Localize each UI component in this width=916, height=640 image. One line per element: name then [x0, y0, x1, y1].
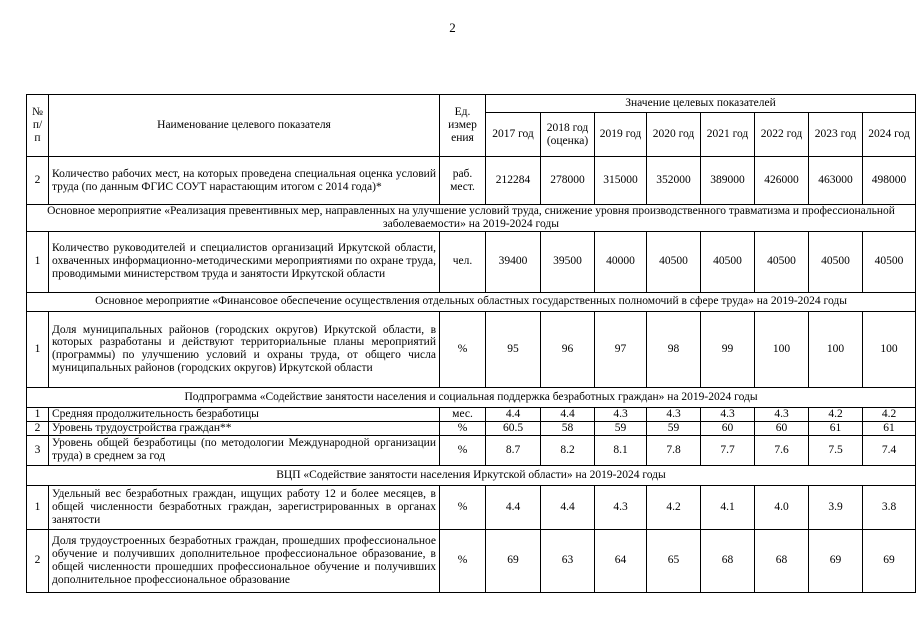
row-number: 2	[27, 157, 49, 205]
indicator-unit: %	[440, 421, 486, 435]
section-heading: Основное мероприятие «Реализация превентивных мер, направленных на улучшение условий труда, снижение уровня производственного травматизма и профессиональной заболеваемости» на 2019-2024 годы	[27, 205, 916, 232]
indicator-unit: чел.	[440, 231, 486, 292]
indicator-value: 60	[755, 421, 809, 435]
indicator-value: 58	[541, 421, 595, 435]
header-year: 2021 год	[701, 113, 755, 157]
header-year: 2018 год (оценка)	[541, 113, 595, 157]
row-number: 1	[27, 231, 49, 292]
table-body	[27, 157, 916, 593]
indicator-value: 63	[541, 529, 595, 592]
indicator-value: 4.4	[486, 485, 541, 529]
header-row	[27, 95, 916, 113]
header-year: 2024 год	[863, 113, 916, 157]
indicator-value: 40500	[701, 231, 755, 292]
indicator-unit: %	[440, 435, 486, 465]
indicator-value: 8.1	[595, 435, 647, 465]
indicator-value: 96	[541, 311, 595, 387]
indicator-value: 7.4	[863, 435, 916, 465]
indicator-value: 68	[701, 529, 755, 592]
header-year: 2017 год	[486, 113, 541, 157]
header-name: Наименование целевого показателя	[49, 95, 440, 157]
page-number: 2	[449, 20, 456, 35]
indicator-name: Уровень общей безработицы (по методологии Международной организации труда) в среднем за год	[49, 435, 440, 465]
indicator-value: 389000	[701, 157, 755, 205]
indicator-name: Доля трудоустроенных безработных граждан, прошедших профессиональное обучение и получивших дополнительное профессиональное образование, в общей численности прошедших профессиональное обучение и получивших дополнительное профессиональное образование	[49, 529, 440, 592]
indicator-value: 4.4	[486, 407, 541, 421]
indicator-value: 40500	[647, 231, 701, 292]
table-row	[27, 435, 916, 465]
indicator-value: 8.7	[486, 435, 541, 465]
indicator-value: 4.0	[755, 485, 809, 529]
header-year: 2020 год	[647, 113, 701, 157]
indicator-value: 65	[647, 529, 701, 592]
indicator-unit: %	[440, 311, 486, 387]
indicator-name: Средняя продолжительность безработицы	[49, 407, 440, 421]
indicator-value: 39400	[486, 231, 541, 292]
section-heading-row	[27, 205, 916, 232]
indicator-value: 4.3	[701, 407, 755, 421]
indicator-unit: %	[440, 485, 486, 529]
indicator-name: Уровень трудоустройства граждан**	[49, 421, 440, 435]
indicator-value: 4.3	[755, 407, 809, 421]
indicator-value: 4.4	[541, 485, 595, 529]
indicator-name: Доля муниципальных районов (городских округов) Иркутской области, в которых разработаны и действуют территориальные планы мероприятий (программы) по улучшению условий и охраны труда, от общего числа муниципальных районов (городских округов) Иркутской области	[49, 311, 440, 387]
indicator-value: 315000	[595, 157, 647, 205]
indicator-value: 426000	[755, 157, 809, 205]
indicator-value: 40000	[595, 231, 647, 292]
indicator-value: 97	[595, 311, 647, 387]
indicator-value: 40500	[755, 231, 809, 292]
row-number: 1	[27, 485, 49, 529]
indicator-value: 99	[701, 311, 755, 387]
indicator-value: 61	[809, 421, 863, 435]
row-number: 3	[27, 435, 49, 465]
indicator-value: 4.2	[863, 407, 916, 421]
indicator-value: 98	[647, 311, 701, 387]
table-row	[27, 311, 916, 387]
header-year: 2019 год	[595, 113, 647, 157]
indicator-value: 463000	[809, 157, 863, 205]
indicator-value: 69	[486, 529, 541, 592]
indicator-value: 498000	[863, 157, 916, 205]
indicator-value: 7.6	[755, 435, 809, 465]
indicator-value: 7.5	[809, 435, 863, 465]
indicator-value: 59	[595, 421, 647, 435]
indicator-value: 69	[809, 529, 863, 592]
indicator-value: 212284	[486, 157, 541, 205]
indicator-value: 40500	[863, 231, 916, 292]
row-number: 1	[27, 311, 49, 387]
row-number: 2	[27, 529, 49, 592]
indicator-value: 100	[863, 311, 916, 387]
header-year: 2023 год	[809, 113, 863, 157]
indicator-value: 4.1	[701, 485, 755, 529]
indicator-value: 68	[755, 529, 809, 592]
indicator-value: 4.3	[595, 407, 647, 421]
row-number: 1	[27, 407, 49, 421]
indicator-value: 4.3	[595, 485, 647, 529]
indicator-value: 7.7	[701, 435, 755, 465]
indicator-value: 69	[863, 529, 916, 592]
indicator-value: 59	[647, 421, 701, 435]
indicator-value: 8.2	[541, 435, 595, 465]
table-row	[27, 231, 916, 292]
indicator-name: Удельный вес безработных граждан, ищущих работу 12 и более месяцев, в общей численности безработных граждан, зарегистрированных в органах занятости	[49, 485, 440, 529]
indicator-value: 40500	[809, 231, 863, 292]
section-heading: ВЦП «Содействие занятости населения Иркутской области» на 2019-2024 годы	[27, 465, 916, 485]
indicator-value: 61	[863, 421, 916, 435]
indicator-value: 3.9	[809, 485, 863, 529]
section-heading-row	[27, 387, 916, 407]
indicator-value: 3.8	[863, 485, 916, 529]
header-year: 2022 год	[755, 113, 809, 157]
indicator-value: 100	[755, 311, 809, 387]
header-unit: Ед. измер ения	[440, 95, 486, 157]
indicator-value: 60.5	[486, 421, 541, 435]
indicator-unit: мес.	[440, 407, 486, 421]
table-row	[27, 529, 916, 592]
indicator-value: 95	[486, 311, 541, 387]
table-row	[27, 421, 916, 435]
indicator-value: 7.8	[647, 435, 701, 465]
header-num: № п/п	[27, 95, 49, 157]
table-row	[27, 407, 916, 421]
indicator-value: 352000	[647, 157, 701, 205]
section-heading-row	[27, 292, 916, 311]
table-row	[27, 157, 916, 205]
indicator-unit: %	[440, 529, 486, 592]
indicator-unit: раб. мест.	[440, 157, 486, 205]
indicator-value: 278000	[541, 157, 595, 205]
target-indicators-table	[26, 94, 916, 593]
indicator-value: 4.3	[647, 407, 701, 421]
header-values: Значение целевых показателей	[486, 95, 916, 113]
indicator-value: 60	[701, 421, 755, 435]
indicator-name: Количество руководителей и специалистов организаций Иркутской области, охваченных информационно-методическими мероприятиями по охране труда, проводимыми министерством труда и занятости Иркутской области	[49, 231, 440, 292]
indicator-value: 39500	[541, 231, 595, 292]
indicator-value: 100	[809, 311, 863, 387]
section-heading-row	[27, 465, 916, 485]
indicator-name: Количество рабочих мест, на которых проведена специальная оценка условий труда (по данным ФГИС СОУТ нарастающим итогом с 2014 года)*	[49, 157, 440, 205]
indicator-value: 4.2	[647, 485, 701, 529]
indicator-value: 4.2	[809, 407, 863, 421]
section-heading: Подпрограмма «Содействие занятости населения и социальная поддержка безработных граждан» на 2019-2024 годы	[27, 387, 916, 407]
row-number: 2	[27, 421, 49, 435]
indicator-value: 4.4	[541, 407, 595, 421]
table-row	[27, 485, 916, 529]
section-heading: Основное мероприятие «Финансовое обеспечение осуществления отдельных областных государственных полномочий в сфере труда» на 2019-2024 годы	[27, 292, 916, 311]
indicator-value: 64	[595, 529, 647, 592]
